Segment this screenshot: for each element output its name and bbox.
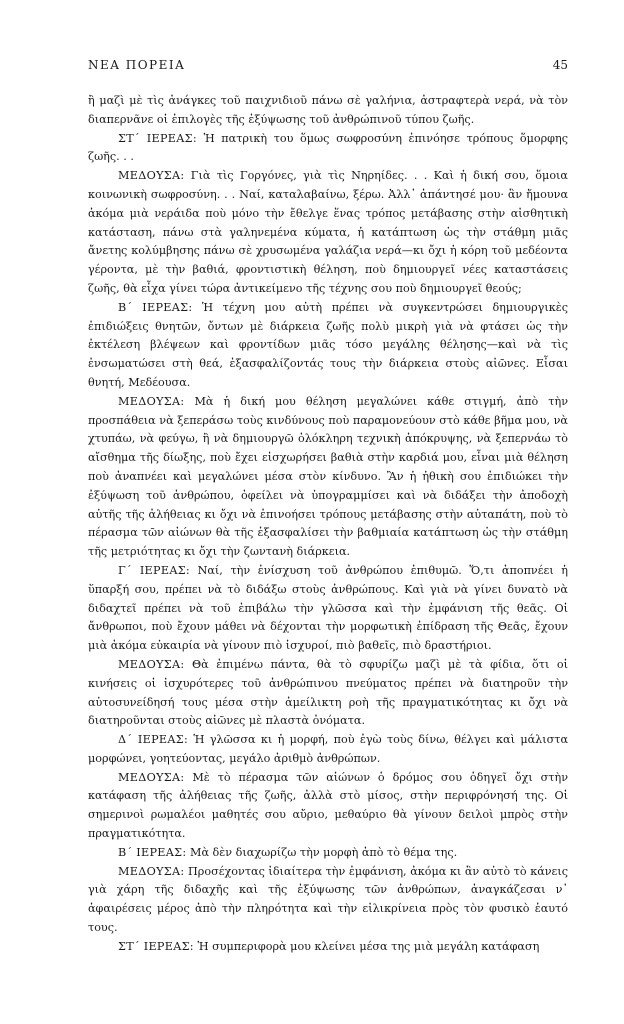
dialogue-paragraph [88, 299, 568, 393]
dialogue-paragraph [88, 769, 568, 844]
dialogue-paragraph [88, 938, 568, 957]
dialogue-paragraph [88, 656, 568, 731]
dialogue-line: Θὰ ἐπιμένω πάντα, θὰ τὸ σφυρίζω μαζὶ μὲ τὰ φίδια, ὅτι οἱ κινήσεις οἱ ἰσχυρότερες τοῦ ἀνθρώπινου πνεύματος πρέπει νὰ διατηροῦν τὴν αὐτοσυνείδησή τους μέσα στὴν ἀμείλικτη ροὴ τῆς πραγματικότητας κι ὄχι νὰ διατηροῦνται στοὺς αἰῶνες μὲ πλαστὰ ὀνόματα. [88, 657, 568, 728]
dialogue-line: Γιὰ τὶς Γοργόνες, γιὰ τὶς Νηρηίδες. . . Καὶ ἡ δική σου, ὅμοια κοινωνικὴ σωφροσύνη. . . Ναί, καταλαβαίνω, ξέρω. Ἀλλ᾽ ἀπάντησέ μου· ἂν ἤμουνα ἀκόμα μιὰ νεράιδα ποὺ μόνο τὴν ἔθελγε ἕνας τρόπος μετάβασης στὴν αἰσθητικὴ κατάσταση, πάνω στὰ γαληνεμένα κύματα, ἡ κατάπτωση ὡς τὴν στάθμη μιᾶς ἄνετης κολύμβησης πάνω σὲ χρυσωμένα γαλάζια νερά—κι ὄχι ἡ κόρη τοῦ μεδέοντα γέροντα, μὲ τὴν βαθιά, φροντιστικὴ θέληση, ποὺ δημιουργεῖ νέες καταστάσεις ζωῆς, θὰ εἶχα γίνει τώρα ἀντικείμενο τῆς τέχνης σου ποὺ δημιουργεῖ θεούς; [88, 169, 568, 295]
dialogue-paragraph [88, 562, 568, 656]
speaker-name: ΜΕΔΟΥΣΑ: [118, 770, 185, 784]
dialogue-line: Ἡ πατρικὴ του ὅμως σωφροσύνη ἐπινόησε τρόπους ὅμορφης ζωῆς. . . [88, 131, 568, 164]
speaker-name: ΜΕΔΟΥΣΑ: [118, 169, 185, 183]
speaker-name: Δ΄ ΙΕΡΕΑΣ: [118, 733, 189, 747]
speaker-name: Β΄ ΙΕΡΕΑΣ: [118, 300, 193, 314]
dialogue-line: Προσέχοντας ἰδιαίτερα τὴν ἐμφάνιση, ἀκόμα κι ἂν αὐτὸ τὸ κάνεις γιὰ χάρη τῆς διδαχῆς καὶ τῆς ἐξύψωσης τῶν ἀνθρώπων, ἀναγκάζεσαι ν᾽ ἀφαιρέσεις μέρος ἀπὸ τὴν πληρότητα καὶ τὴν εἰλικρίνεια πρὸς τὸν φυσικὸ ἑαυτό τους. [88, 864, 568, 935]
dialogue-line: Ἡ τέχνη μου αὐτὴ πρέπει νὰ συγκεντρώσει δημιουργικὲς ἐπιδιώξεις θνητῶν, ὄντων μὲ διάρκεια ζωῆς πολὺ μικρὴ γιὰ νὰ φτάσει ὡς τὴν ἐκτέλεση βλέψεων καὶ φροντίδων μιᾶς τόσο μεγάλης θέλησης—καὶ νὰ τὶς ἐνσωματώσει στὴ θεά, ἐξασφαλίζοντάς τους τὴν διάρκεια στοὺς αἰῶνες. Εἶσαι θνητή, Μεδέουσα. [88, 300, 568, 389]
dialogue-paragraph [88, 92, 568, 130]
dialogue-paragraph [88, 863, 568, 938]
speaker-name: ΜΕΔΟΥΣΑ: [118, 657, 185, 671]
dialogue-line: Ναί, τὴν ἐνίσχυση τοῦ ἀνθρώπου ἐπιθυμῶ. Ὅ,τι ἀποπνέει ἡ ὕπαρξή σου, πρέπει νὰ τὸ διδάξω στοὺς ἀνθρώπους. Καὶ γιὰ νὰ γίνει δυνατὸ νὰ διδαχτεῖ πρέπει νὰ τοῦ ἐπιβάλω τὴν γλῶσσα καὶ τὴν ἐμφάνιση τῆς θεᾶς. Οἱ ἄνθρωποι, ποὺ ἔχουν μάθει νὰ δέχονται τὴν μορφωτικὴ ἐπίδραση τῆς Θεᾶς, ἔχουν μιὰ ἀκόμα εὐκαιρία νὰ γίνουν πιὸ ἰσχυροί, πιὸ βαθεῖς, πιὸ δραστήριοι. [88, 563, 568, 653]
speaker-name: ΣΤ΄ ΙΕΡΕΑΣ: [118, 939, 194, 953]
speaker-name: ΣΤ΄ ΙΕΡΕΑΣ: [118, 131, 197, 145]
book-page [88, 58, 568, 957]
dialogue-paragraph [88, 130, 568, 168]
dialogue-text [88, 92, 568, 957]
dialogue-paragraph [88, 844, 568, 863]
dialogue-line: Ἡ συμπεριφορὰ μου κλείνει μέσα της μιὰ μεγάλη κατάφαση [197, 939, 540, 953]
dialogue-paragraph [88, 393, 568, 562]
dialogue-paragraph [88, 731, 568, 769]
speaker-name: ΜΕΔΟΥΣΑ: [118, 864, 185, 878]
dialogue-line: Μὰ δὲν διαχωρίζω τὴν μορφὴ ἀπὸ τὸ θέμα της. [189, 845, 458, 859]
page-number: 45 [552, 58, 568, 72]
speaker-name: ΜΕΔΟΥΣΑ: [118, 394, 185, 408]
journal-title: ΝΕΑ ΠΟΡΕΙΑ [88, 58, 186, 72]
running-header [88, 58, 568, 74]
dialogue-line: Μὲ τὸ πέρασμα τῶν αἰώνων ὁ δρόμος σου ὁδηγεῖ ὄχι στὴν κατάφαση τῆς ἀλήθειας τῆς ζωῆς, ἀλλὰ στὸ μίσος, στὴν περιφρόνησή της. Οἱ σημερινοὶ ρωμαλέοι μαθητές σου αὔριο, μεθαύριο θὰ γίνουν δειλοὶ μπρὸς στὴν πραγματικότητα. [88, 770, 568, 841]
dialogue-paragraph [88, 167, 568, 299]
dialogue-line: ἢ μαζὶ μὲ τὶς ἀνάγκες τοῦ παιχνιδιοῦ πάνω σὲ γαλήνια, ἀστραφτερὰ νερά, νὰ τὸν διαπερνᾶνε οἱ ἐπιλογὲς τῆς ἐξύψωσης τοῦ ἀνθρώπινοῦ τύπου ζωῆς. [88, 94, 568, 126]
dialogue-line: Ἡ γλῶσσα κι ἡ μορφή, ποὺ ἐγὼ τοὺς δίνω, θέλγει καὶ μάλιστα μορφώνει, γοητεύοντας, μεγάλο ἀριθμὸ ἀνθρώπων. [88, 733, 568, 765]
speaker-name: Γ΄ ΙΕΡΕΑΣ: [118, 563, 190, 577]
speaker-name: Β΄ ΙΕΡΕΑΣ: [118, 845, 187, 859]
dialogue-line: Μὰ ἡ δική μου θέληση μεγαλώνει κάθε στιγμή, ἀπὸ τὴν προσπάθεια νὰ ξεπεράσω τοὺς κινδύνους ποὺ παραμονεύουν στὸ κάθε βῆμα μου, νὰ χτυπάω, νὰ φεύγω, ἢ νὰ δημιουργῶ ὁλόκληρη τεχνικὴ ἀπόκρυψης, νὰ ξεπερνάω τὸ αἴσθημα τῆς δίωξης, ποὺ ἔχει εἰσχωρήσει βαθιὰ στὴν καρδιά μου, εἶναι μιὰ θέληση ποὺ ἀναπνέει καὶ μεγαλώνει μέσα στὸν κίνδυνο. Ἂν ἡ ἠθικὴ σου ἐπιδιώκει τὴν ἐξύψωση τοῦ ἀνθρώπου, ὀφείλει νὰ ὑπογραμμίσει καὶ νὰ διδάξει τὴν ἀποδοχὴ αὐτῆς τῆς ἀλήθειας κι ὄχι νὰ ἐπινοήσει τρόπους μετάβασης στὴν αὐταπάτη, ποὺ τὸ πέρασμα τῶν αἰώνων θὰ τῆς ἐξασφαλίσει τὴν βαθμιαία κατάπτωση ὡς τὴν στάθμη τῆς μετριότητας κι ὄχι τὴν ζωντανὴ διάρκεια. [88, 394, 568, 559]
